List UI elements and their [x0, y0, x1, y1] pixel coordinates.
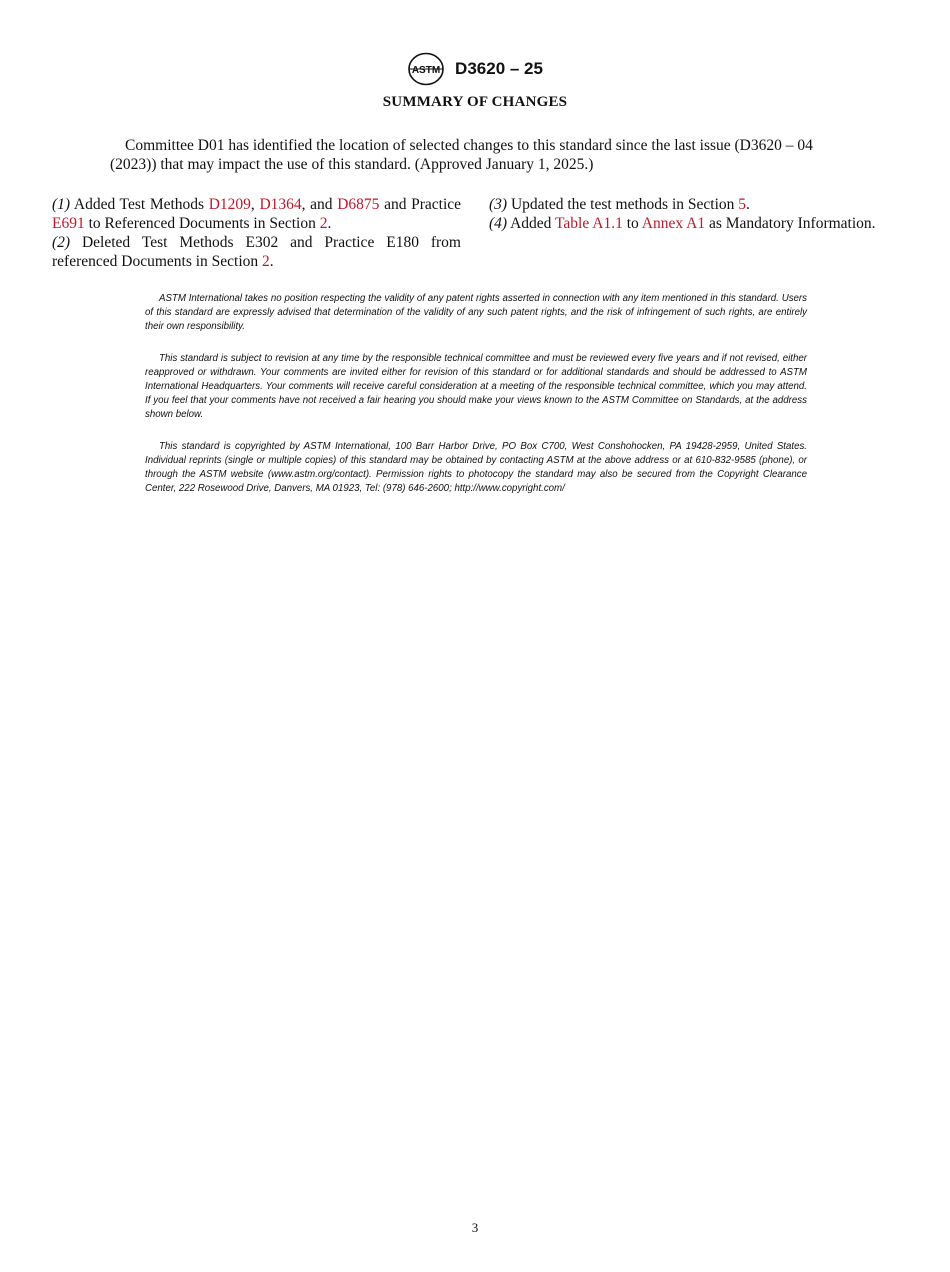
link-table-a1-1[interactable]: Table A1.1 [555, 215, 623, 232]
changes-right-column [489, 195, 904, 233]
change-item-2 [52, 233, 461, 271]
link-annex-a1[interactable]: Annex A1 [641, 215, 706, 232]
change-number: (2) [52, 234, 71, 251]
change-text: . [746, 196, 750, 213]
copyright-notice: This standard is copyrighted by ASTM International, 100 Barr Harbor Drive, PO Box C700, West Conshohocken, PA 19428-2959, United States. Individual reprints (single or multiple copies) of this standard may be obtained by contacting ASTM at the above address or at 610-832-9585 (phone), or through the ASTM website (www.astm.org/contact). Permission rights to photocopy the standard may also be secured from the Copyright Clearance Center, 222 Rosewood Drive, Danvers, MA 01923, Tel: (978) 646-2600; http://www.copyright.com/ [145, 441, 807, 494]
document-header [0, 52, 950, 86]
change-text: as Mandatory Information. [705, 215, 876, 232]
change-number: (3) [489, 196, 508, 213]
link-d1209[interactable]: D1209 [208, 196, 251, 213]
changes-left-column [52, 195, 461, 271]
revision-notice: This standard is subject to revision at any time by the responsible technical committee and must be reviewed every five years and if not revised, either reapproved or withdrawn. Your comments are invited either for revision of this standard or for additional standards and should be addressed to ASTM International Headquarters. Your comments will receive careful consideration at a meeting of the responsible technical committee, which you may attend. If you feel that your comments have not received a fair hearing you should make your views known to the ASTM Committee on Standards, at the address shown below. [145, 353, 807, 420]
link-e691[interactable]: E691 [52, 215, 85, 232]
change-text: to Referenced Documents in Section [84, 215, 320, 232]
link-section-2[interactable]: 2 [319, 215, 328, 232]
change-text: to [622, 215, 642, 232]
summary-intro: Committee D01 has identified the location of selected changes to this standard since the last issue (D3620 – 04 (2023)) that may impact the use of this standard. (Approved January 1, 2025.) [110, 137, 813, 173]
page-number: 3 [471, 1220, 479, 1235]
change-number: (1) [52, 196, 71, 213]
link-section-2[interactable]: 2 [262, 253, 270, 270]
link-section-5[interactable]: 5 [738, 196, 746, 213]
change-text: Added [507, 215, 556, 232]
link-d1364[interactable]: D1364 [259, 196, 302, 213]
change-text: . [269, 253, 274, 270]
patent-notice: ASTM International takes no position respecting the validity of any patent rights asserted in connection with any item mentioned in this standard. Users of this standard are expressly advised that determination of the validity of any such patent rights, and the risk of infringement of such rights, are entirely their own responsibility. [145, 293, 807, 332]
change-text: , and [301, 196, 338, 213]
change-number: (4) [489, 215, 508, 232]
document-number: D3620 – 25 [455, 59, 543, 78]
summary-title: SUMMARY OF CHANGES [382, 94, 568, 110]
astm-logo-icon [407, 52, 445, 86]
change-text: Updated the test methods in Section [507, 196, 739, 213]
change-item-1 [52, 195, 461, 233]
link-d6875[interactable]: D6875 [337, 196, 380, 213]
legal-notices [145, 292, 807, 515]
svg-text:ASTM: ASTM [411, 65, 441, 76]
change-text: , [250, 196, 260, 213]
change-text: Added Test Methods [70, 196, 209, 213]
change-text: Deleted Test Methods E302 and Practice E180 from referenced Documents in Section [52, 234, 461, 270]
change-text: . [327, 215, 332, 232]
change-item-4 [489, 214, 904, 233]
change-item-3 [489, 195, 904, 214]
change-text: and Practice [379, 196, 462, 213]
